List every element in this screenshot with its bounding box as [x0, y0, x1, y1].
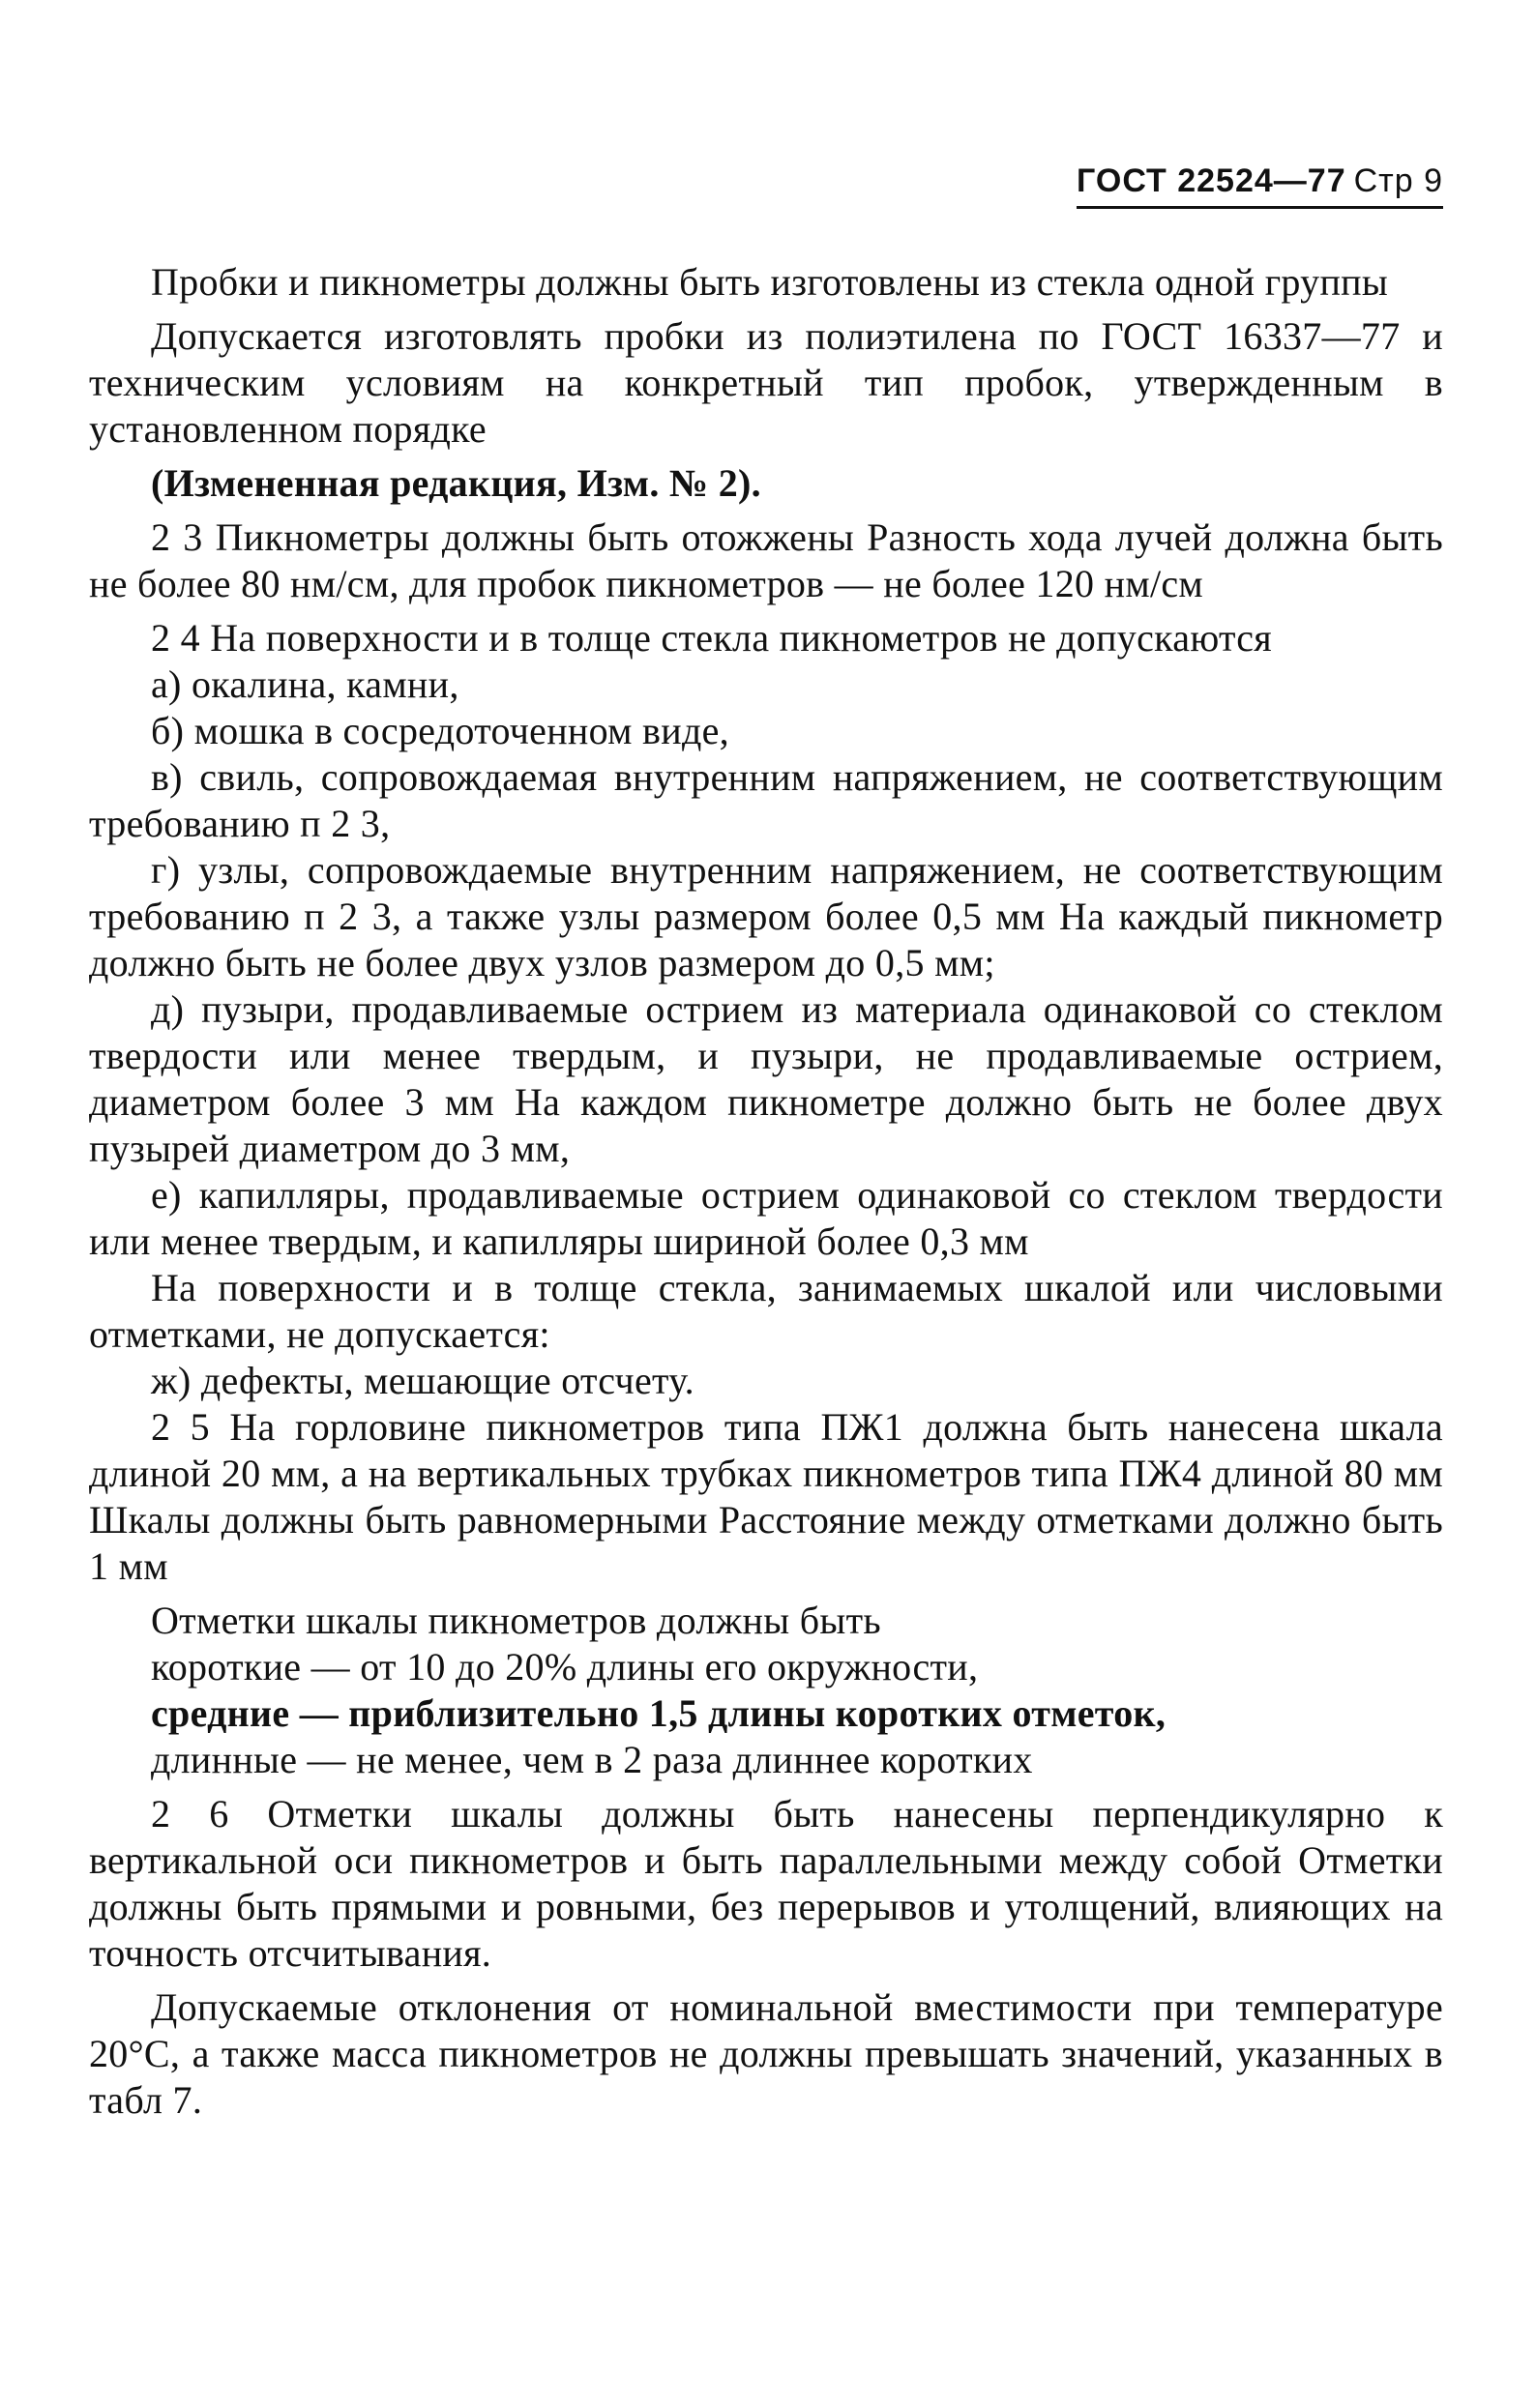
list-item-short-marks: короткие — от 10 до 20% длины его окружности, [151, 1645, 979, 1689]
page-number: Стр 9 [1353, 162, 1443, 199]
body-text [89, 259, 1443, 2124]
list-item-v: в) свиль, сопровождаемая внутренним напряжением, не соответствующим требованию п 2 3, [89, 755, 1443, 845]
paragraph-2-4-defects: 2 4 На поверхности и в толще стекла пикнометров не допускаются [151, 616, 1273, 660]
paragraph-tolerances: Допускаемые отклонения от номинальной вместимости при температуре 20°С, а также масса пикнометров не должны превышать значений, указанных в табл 7. [89, 1985, 1443, 2122]
paragraph-scale-area: На поверхности и в толще стекла, занимаемых шкалой или числовыми отметками, не допускается: [89, 1266, 1443, 1356]
list-item-e: е) капилляры, продавливаемые острием одинаковой со стеклом твердости или менее твердым, и капилляры шириной более 0,3 мм [89, 1173, 1443, 1263]
paragraph-amendment-note: (Измененная редакция, Изм. № 2). [151, 461, 761, 505]
paragraph-2-6-marks: 2 6 Отметки шкалы должны быть нанесены перпендикулярно к вертикальной оси пикнометров и быть параллельными между собой Отметки должны быть прямыми и ровными, без перерывов и утолщений, влияющих на точность отсчитывания. [89, 1792, 1443, 1975]
page-header [1077, 162, 1443, 209]
list-item-medium-marks: средние — приблизительно 1,5 длины коротких отметок, [151, 1691, 1167, 1735]
list-item-d: д) пузыри, продавливаемые острием из материала одинаковой со стеклом твердости или менее твердым, и пузыри, не продавливаемые острием, диаметром более 3 мм На каждом пикнометре должно быть не более двух пузырей диаметром до 3 мм, [89, 987, 1443, 1170]
list-item-a: а) окалина, камни, [151, 662, 459, 706]
list-item-zh: ж) дефекты, мешающие отсчету. [151, 1359, 694, 1402]
list-item-b: б) мошка в сосредоточенном виде, [151, 709, 729, 752]
paragraph-stopper-material: Пробки и пикнометры должны быть изготовлены из стекла одной группы [151, 260, 1389, 304]
paragraph-polyethylene-stoppers: Допускается изготовлять пробки из полиэтилена по ГОСТ 16337—77 и техническим условиям на конкретный тип пробок, утвержденным в установленном порядке [89, 314, 1443, 451]
paragraph-2-5-scale: 2 5 На горловине пикнометров типа ПЖ1 должна быть нанесена шкала длиной 20 мм, а на вертикальных трубках пикнометров типа ПЖ4 длиной 80 мм Шкалы должны быть равномерными Расстояние между отметками должно быть 1 мм [89, 1405, 1443, 1588]
list-item-long-marks: длинные — не менее, чем в 2 раза длиннее коротких [151, 1738, 1033, 1781]
paragraph-2-3-annealing: 2 3 Пикнометры должны быть отожжены Разность хода лучей должна быть не более 80 нм/см, для пробок пикнометров — не более 120 нм/см [89, 515, 1443, 605]
standard-number: ГОСТ 22524—77 [1077, 162, 1346, 199]
paragraph-scale-marks: Отметки шкалы пикнометров должны быть [151, 1599, 881, 1642]
list-item-g: г) узлы, сопровождаемые внутренним напряжением, не соответствующим требованию п 2 3, а также узлы размером более 0,5 мм На каждый пикнометр должно быть не более двух узлов размером до 0,5 мм; [89, 848, 1443, 984]
